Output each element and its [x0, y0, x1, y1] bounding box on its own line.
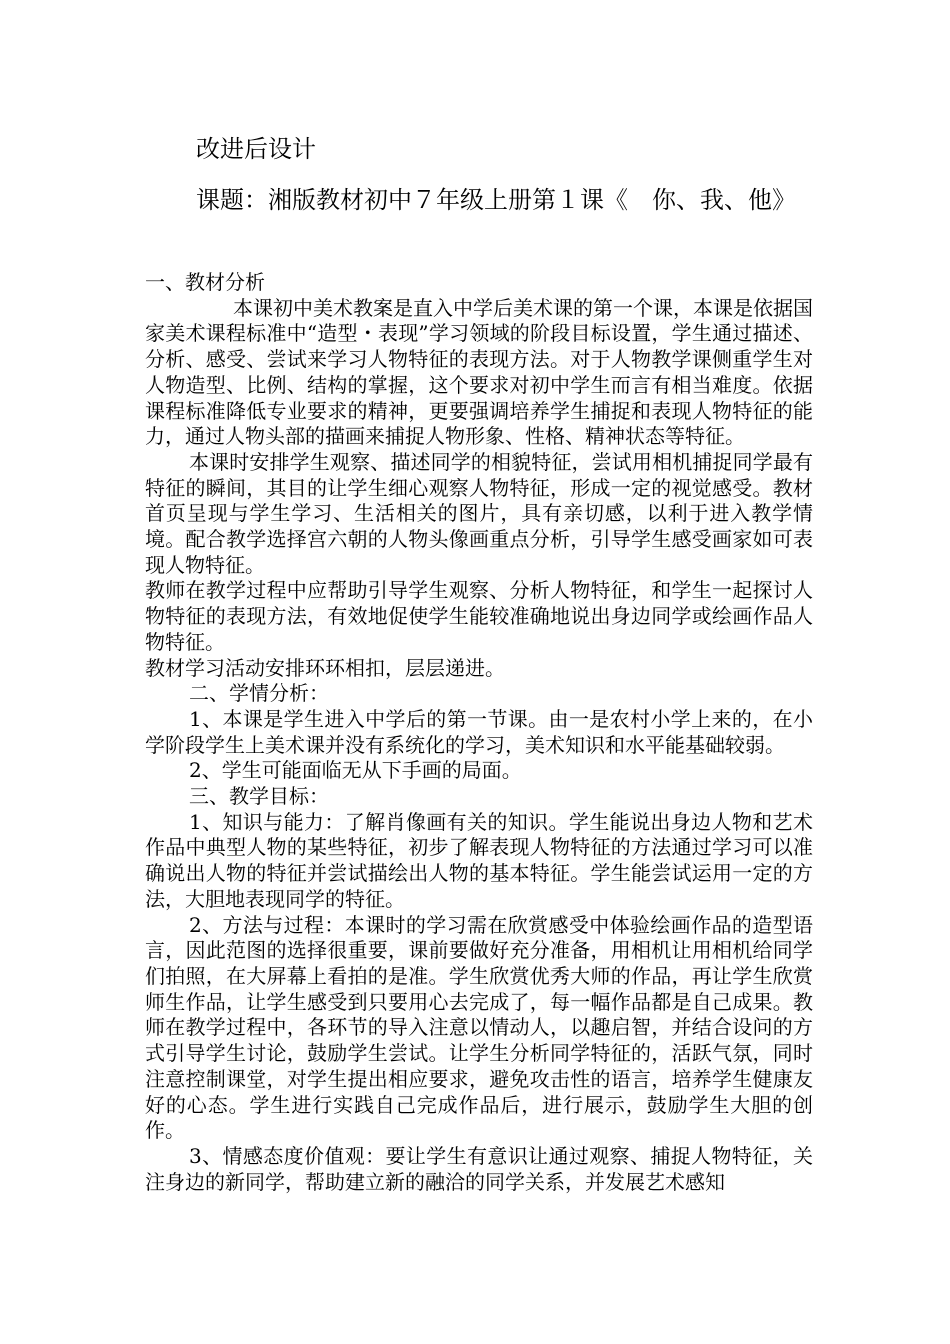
paragraph: 教材学习活动安排环环相扣，层层递进。 [145, 655, 505, 680]
paragraph: 本课初中美术教案是直入中学后美术课的第一个课，本课是依据国家美术课程标准中“造型・表现”学习领域的阶段目标设置，学生通过描述、分析、感受、尝试来学习人物特征的表现方法。对于人物教学课侧重学生对人物造型、比例、结构的掌握，这个要求对初中学生而言有相当难度。依据课程标准降低专业要求的精神，更要强调培养学生捕捉和表现人物特征的能力，通过人物头部的描画来捕捉人物形象、性格、精神状态等特征。 [145, 295, 813, 449]
document-title: 改进后设计 [196, 135, 316, 163]
paragraph: 教师在教学过程中应帮助引导学生观察、分析人物特征，和学生一起探讨人物特征的表现方法，有效地促使学生能较准确地说出身边同学或绘画作品人物特征。 [145, 578, 813, 654]
paragraph: 2、方法与过程：本课时的学习需在欣赏感受中体验绘画作品的造型语言，因此范图的选择很重要，课前要做好充分准备，用相机让用相机给同学们拍照，在大屏幕上看拍的是准。学生欣赏优秀大师的作品，再让学生欣赏师生作品，让学生感受到只要用心去完成了，每一幅作品都是自己成果。教师在教学过程中，各环节的导入注意以情动人，以趣启智，并结合设问的方式引导学生讨论，鼓励学生尝试。让学生分析同学特征的，活跃气氛，同时注意控制课堂，对学生提出相应要求，避免攻击性的语言，培养学生健康友好的心态。学生进行实践自己完成作品后，进行展示，鼓励学生大胆的创作。 [145, 912, 813, 1143]
paragraph: 本课时安排学生观察、描述同学的相貌特征，尝试用相机捕捉同学最有特征的瞬间，其目的让学生细心观察人物特征，形成一定的视觉感受。教材首页呈现与学生学习、生活相关的图片，具有亲切感，以利于进入教学情境。配合教学选择宫六朝的人物头像画重点分析，引导学生感受画家如可表现人物特征。 [145, 449, 813, 577]
section-heading-objectives: 三、教学目标： [189, 784, 329, 809]
paragraph: 1、知识与能力：了解肖像画有关的知识。学生能说出身边人物和艺术作品中典型人物的某些特征，初步了解表现人物特征的方法通过学习可以准确说出人物的特征并尝试描绘出人物的基本特征。学生能尝试运用一定的方法，大胆地表现同学的特征。 [145, 809, 813, 911]
lesson-subtitle: 课题：湘版教材初中７年级上册第１课《 你、我、他》 [196, 186, 796, 214]
section-heading-students: 二、学情分析： [189, 681, 329, 706]
section-heading-materials: 一、教材分析 [145, 270, 265, 294]
paragraph: 2、学生可能面临无从下手画的局面。 [189, 758, 522, 783]
paragraph: 1、本课是学生进入中学后的第一节课。由一是农村小学上来的，在小学阶段学生上美术课并没有系统化的学习，美术知识和水平能基础较弱。 [145, 706, 813, 757]
paragraph: 3、情感态度价值观：要让学生有意识让通过观察、捕捉人物特征，关注身边的新同学，帮助建立新的融洽的同学关系，并发展艺术感知 [145, 1143, 813, 1194]
document-body [145, 270, 813, 1195]
